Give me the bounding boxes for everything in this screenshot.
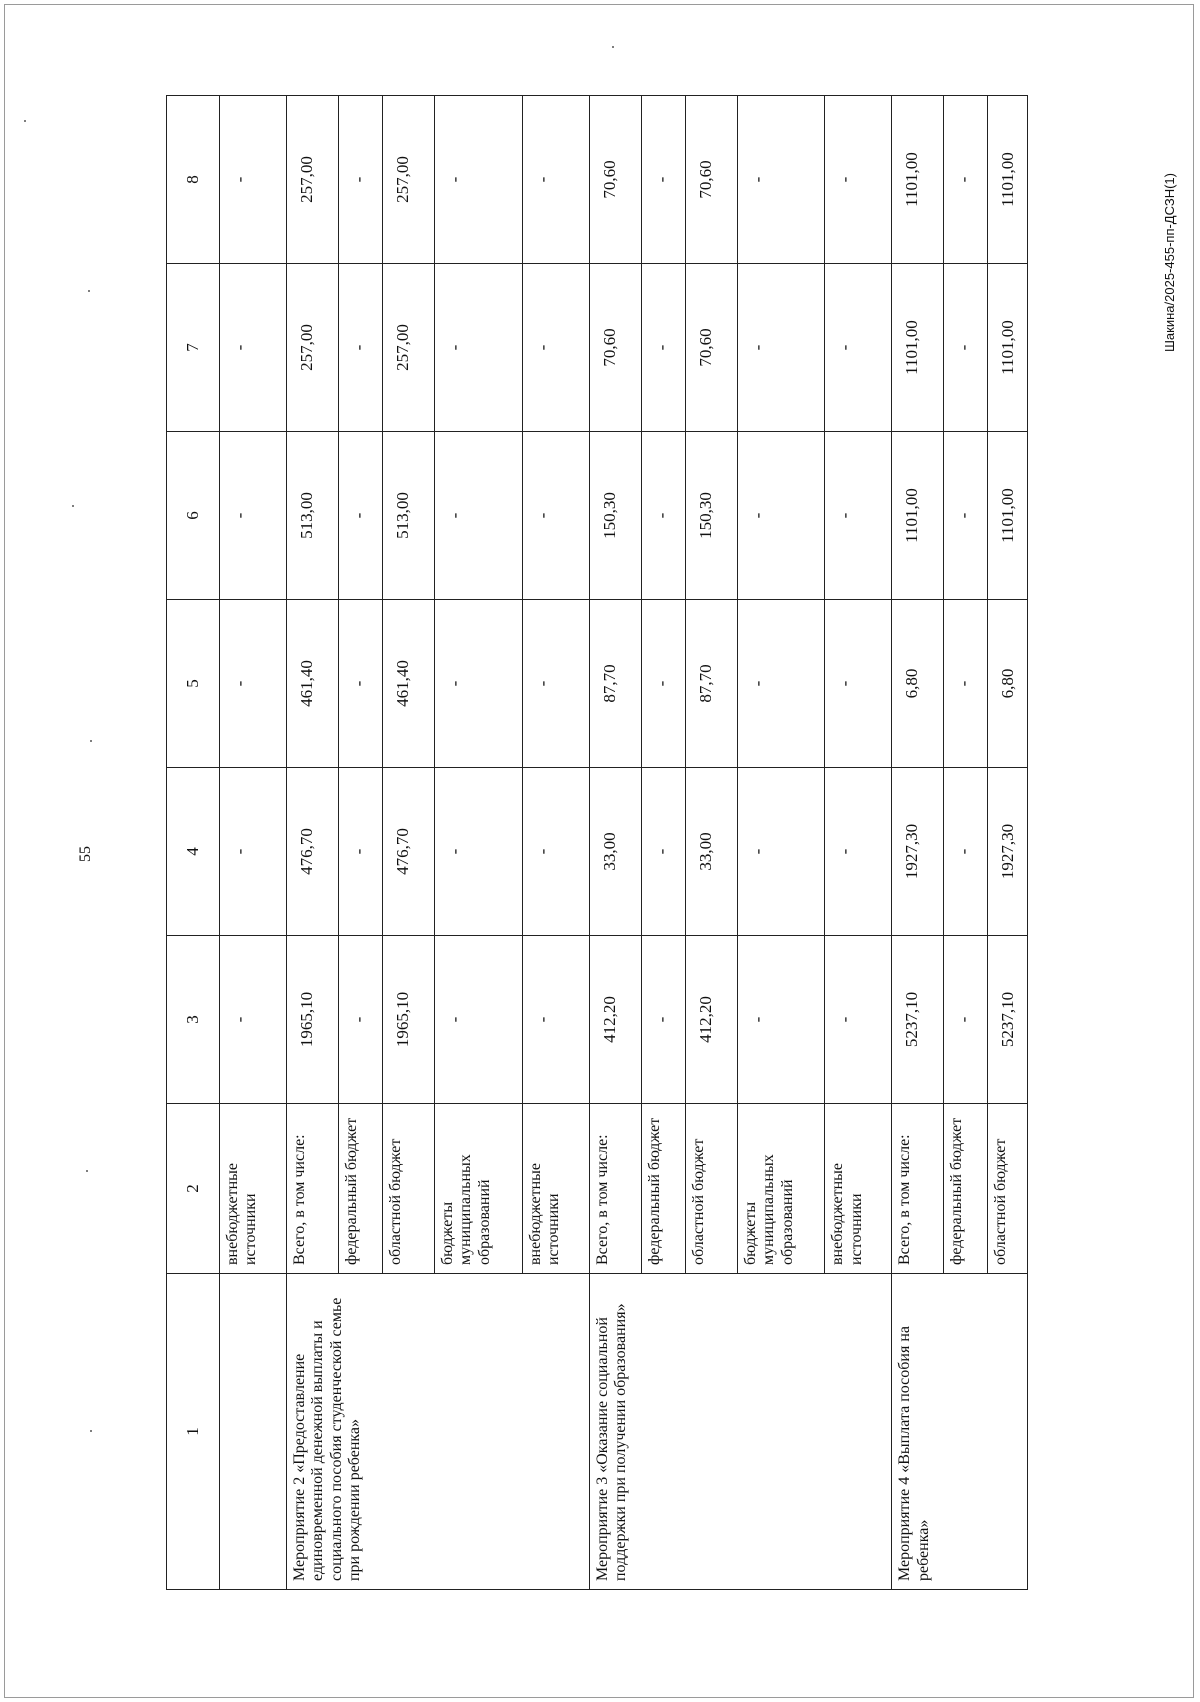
value-cell: 70,60 bbox=[685, 264, 737, 432]
value-cell: 1101,00 bbox=[988, 96, 1028, 264]
value-cell: 1101,00 bbox=[988, 264, 1028, 432]
source-cell: федеральный бюджет bbox=[338, 1104, 382, 1274]
value-cell: 6,80 bbox=[892, 600, 944, 768]
source-cell: Всего, в том числе: bbox=[286, 1104, 338, 1274]
col-header-4: 4 bbox=[167, 768, 220, 936]
value-cell: - bbox=[435, 96, 523, 264]
value-cell: - bbox=[522, 432, 589, 600]
scan-speck bbox=[88, 290, 90, 292]
value-cell: 1927,30 bbox=[892, 768, 944, 936]
source-cell: областной бюджет bbox=[988, 1104, 1028, 1274]
value-cell: 257,00 bbox=[382, 96, 434, 264]
header-row bbox=[167, 96, 220, 1590]
col-header-1: 1 bbox=[167, 1274, 220, 1590]
table-row bbox=[286, 96, 338, 1590]
value-cell: 70,60 bbox=[589, 264, 641, 432]
value-cell: 150,30 bbox=[685, 432, 737, 600]
col-header-2: 2 bbox=[167, 1104, 220, 1274]
value-cell: 6,80 bbox=[988, 600, 1028, 768]
source-cell: внебюджетные источники bbox=[220, 1104, 287, 1274]
value-cell: - bbox=[220, 264, 287, 432]
budget-table-rotated bbox=[166, 96, 1028, 1590]
value-cell: 513,00 bbox=[382, 432, 434, 600]
value-cell: - bbox=[825, 96, 892, 264]
value-cell: 412,20 bbox=[685, 936, 737, 1104]
value-cell: - bbox=[522, 96, 589, 264]
value-cell: - bbox=[338, 96, 382, 264]
value-cell: 1101,00 bbox=[892, 96, 944, 264]
col-header-3: 3 bbox=[167, 936, 220, 1104]
value-cell: - bbox=[944, 936, 988, 1104]
value-cell: - bbox=[338, 264, 382, 432]
value-cell: - bbox=[435, 432, 523, 600]
value-cell: - bbox=[522, 936, 589, 1104]
value-cell: 1965,10 bbox=[286, 936, 338, 1104]
budget-table bbox=[166, 95, 1028, 1590]
value-cell: 412,20 bbox=[589, 936, 641, 1104]
source-cell: федеральный бюджет bbox=[641, 1104, 685, 1274]
value-cell: 257,00 bbox=[286, 264, 338, 432]
value-cell: 461,40 bbox=[382, 600, 434, 768]
value-cell: 1927,30 bbox=[988, 768, 1028, 936]
value-cell: 150,30 bbox=[589, 432, 641, 600]
event-title-cell: Мероприятие 4 «Выплата пособия на ребенка» bbox=[892, 1274, 1028, 1590]
source-cell: внебюджетные источники bbox=[522, 1104, 589, 1274]
value-cell: 33,00 bbox=[685, 768, 737, 936]
source-cell: областной бюджет bbox=[382, 1104, 434, 1274]
value-cell: - bbox=[338, 600, 382, 768]
value-cell: - bbox=[338, 432, 382, 600]
col-header-8: 8 bbox=[167, 96, 220, 264]
value-cell: 476,70 bbox=[286, 768, 338, 936]
value-cell: 257,00 bbox=[382, 264, 434, 432]
event-title-cell: Мероприятие 3 «Оказание социальной поддержки при получении образования» bbox=[589, 1274, 892, 1590]
document-code: Шакина/2025-455-пп-ДСЗН(1) bbox=[1161, 173, 1177, 352]
col-header-5: 5 bbox=[167, 600, 220, 768]
value-cell: - bbox=[737, 768, 825, 936]
value-cell: 33,00 bbox=[589, 768, 641, 936]
value-cell: - bbox=[944, 96, 988, 264]
source-cell: федеральный бюджет bbox=[944, 1104, 988, 1274]
value-cell: - bbox=[220, 936, 287, 1104]
source-cell: Всего, в том числе: bbox=[589, 1104, 641, 1274]
value-cell: - bbox=[737, 96, 825, 264]
value-cell: - bbox=[435, 936, 523, 1104]
value-cell: - bbox=[220, 96, 287, 264]
scan-speck bbox=[86, 1170, 88, 1172]
value-cell: 1101,00 bbox=[988, 432, 1028, 600]
value-cell: - bbox=[944, 600, 988, 768]
value-cell: 1965,10 bbox=[382, 936, 434, 1104]
value-cell: - bbox=[641, 432, 685, 600]
event-title-cell: Мероприятие 2 «Предоставление единовременной денежной выплаты и социального пособия студенческой семье при рождении ребенка» bbox=[286, 1274, 589, 1590]
scan-speck bbox=[24, 120, 26, 122]
value-cell: - bbox=[641, 600, 685, 768]
value-cell: - bbox=[737, 936, 825, 1104]
value-cell: - bbox=[220, 432, 287, 600]
value-cell: - bbox=[220, 600, 287, 768]
value-cell: - bbox=[944, 432, 988, 600]
value-cell: - bbox=[522, 600, 589, 768]
value-cell: - bbox=[338, 768, 382, 936]
value-cell: 1101,00 bbox=[892, 264, 944, 432]
value-cell: - bbox=[825, 432, 892, 600]
source-cell: Всего, в том числе: bbox=[892, 1104, 944, 1274]
value-cell: - bbox=[825, 936, 892, 1104]
source-cell: областной бюджет bbox=[685, 1104, 737, 1274]
value-cell: 5237,10 bbox=[988, 936, 1028, 1104]
value-cell: 513,00 bbox=[286, 432, 338, 600]
col-header-6: 6 bbox=[167, 432, 220, 600]
table-row bbox=[220, 96, 287, 1590]
value-cell: - bbox=[825, 600, 892, 768]
value-cell: - bbox=[435, 264, 523, 432]
value-cell: - bbox=[435, 600, 523, 768]
value-cell: - bbox=[641, 936, 685, 1104]
value-cell: 87,70 bbox=[589, 600, 641, 768]
value-cell: - bbox=[522, 768, 589, 936]
value-cell: - bbox=[737, 432, 825, 600]
table-row bbox=[589, 96, 641, 1590]
value-cell: - bbox=[641, 264, 685, 432]
value-cell: 70,60 bbox=[685, 96, 737, 264]
value-cell: - bbox=[338, 936, 382, 1104]
scan-speck bbox=[72, 505, 74, 507]
source-cell: внебюджетные источники bbox=[825, 1104, 892, 1274]
scan-speck bbox=[90, 740, 92, 742]
value-cell: 257,00 bbox=[286, 96, 338, 264]
col-header-7: 7 bbox=[167, 264, 220, 432]
table-row bbox=[892, 96, 944, 1590]
value-cell: - bbox=[737, 600, 825, 768]
value-cell: - bbox=[944, 768, 988, 936]
table-body bbox=[220, 96, 1028, 1590]
value-cell: - bbox=[944, 264, 988, 432]
value-cell: - bbox=[220, 768, 287, 936]
value-cell: - bbox=[641, 96, 685, 264]
value-cell: 461,40 bbox=[286, 600, 338, 768]
value-cell: 70,60 bbox=[589, 96, 641, 264]
value-cell: 5237,10 bbox=[892, 936, 944, 1104]
value-cell: 87,70 bbox=[685, 600, 737, 768]
value-cell: - bbox=[435, 768, 523, 936]
value-cell: - bbox=[522, 264, 589, 432]
value-cell: - bbox=[737, 264, 825, 432]
scan-speck bbox=[90, 1430, 92, 1432]
source-cell: бюджеты муниципальных образований bbox=[435, 1104, 523, 1274]
scan-speck bbox=[612, 46, 614, 48]
value-cell: - bbox=[641, 768, 685, 936]
value-cell: 1101,00 bbox=[892, 432, 944, 600]
event-cell-empty bbox=[220, 1274, 287, 1590]
value-cell: 476,70 bbox=[382, 768, 434, 936]
value-cell: - bbox=[825, 264, 892, 432]
page-number: 55 bbox=[77, 846, 94, 862]
source-cell: бюджеты муниципальных образований bbox=[737, 1104, 825, 1274]
value-cell: - bbox=[825, 768, 892, 936]
